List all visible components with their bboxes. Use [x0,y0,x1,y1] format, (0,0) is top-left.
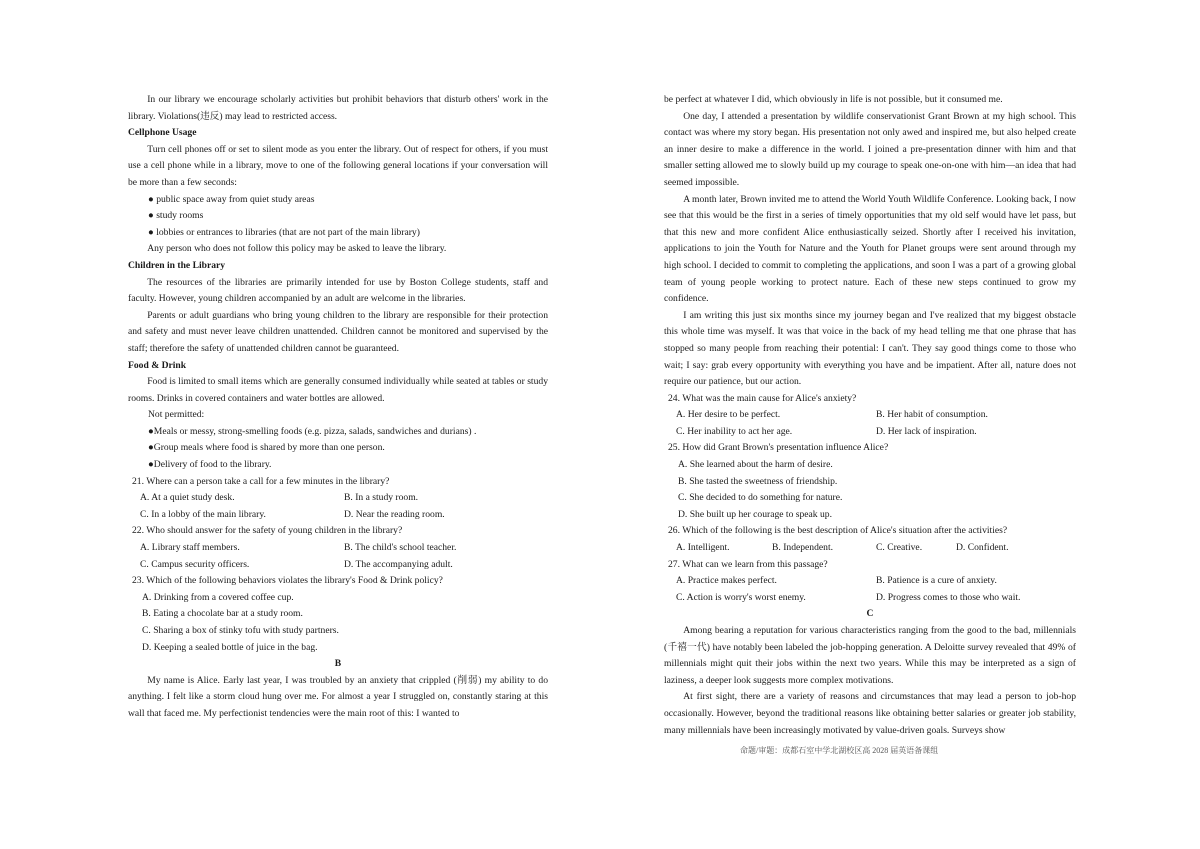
cellphone-paragraph: Turn cell phones off or set to silent mode as you enter the library. Out of respect for others, if you must use a cell phone while in a library, move to one of the following general locations if your conversation will be more than a few seconds: [128,143,548,188]
option-c: C. Campus security officers. [140,558,250,570]
passage-c-paragraph: Among bearing a reputation for various characteristics ranging from the good to the bad, millennials (千禧一代) have notably been labeled the job-hopping generation. A Deloitte survey revealed that 49% of millennials might quit their jobs within the next two years. While this may be interpreted as a sign of laziness, a deeper look suggests more complex motivations. [664,625,1076,686]
option-c: C. Her inability to act her age. [676,425,793,437]
option-a: A. Drinking from a covered coffee cup. [142,591,294,603]
option-d: D. Confident. [956,542,1009,554]
option-a: A. Intelligent. [676,542,730,554]
option-d: D. She built up her courage to speak up. [678,508,832,520]
question-27-options [664,573,1076,590]
cellphone-bullet: ● study rooms [148,210,204,222]
passage-b-paragraph: One day, I attended a presentation by wildlife conservationist Grant Brown at my high school. This contact was where my story began. His presentation not only awed and inspired me, but also helped create an inner desire to make a difference in the world. I joined a pre-presentation dinner with him and that smaller setting allowed me to slowly build up my courage to speak one-on-one with him—an idea that had seemed impossible. [664,110,1076,188]
children-paragraph: The resources of the libraries are primarily intended for use by Boston College students, staff and faculty. However, young children accompanied by an adult are welcome in the libraries. [128,276,548,305]
option-a: A. At a quiet study desk. [140,492,235,504]
question-22: 22. Who should answer for the safety of young children in the library? [132,525,403,537]
option-c: C. Action is worry's worst enemy. [676,591,806,603]
option-c: C. She decided to do something for nature. [678,492,843,504]
food-bullet: ●Group meals where food is shared by more than one person. [148,442,385,454]
food-bullet: ●Meals or messy, strong-smelling foods (e.g. pizza, salads, sandwiches and durians) . [148,425,477,437]
section-c-heading: C [866,608,874,620]
question-27-options [664,590,1076,607]
option-d: D. The accompanying adult. [344,558,453,570]
cellphone-policy-note: Any person who does not follow this policy may be asked to leave the library. [147,243,447,255]
page-footer: 命题/审题：成都石室中学北湖校区高 2028 届英语备课组 [740,746,939,755]
children-paragraph: Parents or adult guardians who bring young children to the library are responsible for their protection and safety and must never leave children unattended. Children cannot be monitored and supervised by the staff; therefore the safety of unattended children cannot be guaranteed. [128,309,548,354]
section-b-heading: B [334,658,342,670]
option-b: B. Patience is a cure of anxiety. [876,575,997,587]
option-b: B. She tasted the sweetness of friendship. [678,475,838,487]
question-22-options [128,557,548,574]
left-column [128,92,548,723]
option-c: C. In a lobby of the main library. [140,508,266,520]
passage-c-paragraph: At first sight, there are a variety of reasons and circumstances that may lead a person to job-hop occasionally. However, beyond the traditional reasons like obtaining better salaries or greater job stability, many millennials have been increasingly motivated by value-driven goals. Surveys show [664,691,1076,736]
option-d: D. Near the reading room. [344,508,445,520]
option-b: B. Independent. [772,542,834,554]
question-26: 26. Which of the following is the best description of Alice's situation after the activities? [668,525,1008,537]
option-c: C. Creative. [876,542,923,554]
question-23: 23. Which of the following behaviors violates the library's Food & Drink policy? [132,575,443,587]
question-27: 27. What can we learn from this passage? [668,558,828,570]
question-24-options [664,424,1076,441]
option-c: C. Sharing a box of stinky tofu with study partners. [142,625,339,636]
passage-b-continuation: be perfect at whatever I did, which obviously in life is not possible, but it consumed me. [664,94,1003,105]
option-b: B. Eating a chocolate bar at a study room. [142,608,303,620]
question-25: 25. How did Grant Brown's presentation influence Alice? [668,442,889,454]
option-b: B. In a study room. [344,492,419,504]
option-a: A. Practice makes perfect. [676,575,777,587]
question-21-options [128,490,548,507]
cellphone-bullet: ● lobbies or entrances to libraries (that are not part of the main library) [148,226,420,238]
option-b: B. The child's school teacher. [344,542,457,554]
right-column [664,92,1076,739]
question-24: 24. What was the main cause for Alice's anxiety? [668,392,857,404]
option-d: D. Her lack of inspiration. [876,425,977,437]
food-bullet: ●Delivery of food to the library. [148,459,272,471]
passage-b-paragraph: A month later, Brown invited me to attend the World Youth Wildlife Conference. Looking back, I now see that this would be the first in a series of timely opportunities that my old self would have let pass, but that this new and more confident Alice enthusiastically seized. Shortly after I received his invitation, applications to join the Youth for Nature and the Youth for Planet groups were sent around through my high school. I decided to commit to completing the applications, and soon I was a part of a growing global team of young people working to protect nature. Each of these new steps continued to grow my confidence. [664,193,1076,305]
passage-b-paragraph: I am writing this just six months since my journey began and I've realized that my biggest obstacle this whole time was myself. It was that voice in the back of my head telling me that one phrase that has stopped so many people from reaching their potential: I can't. They say good things come to those who wait; I say: grab every opportunity with everything you have and be impatient. After all, nature does not require our patience, but our action. [664,309,1076,388]
cellphone-heading: Cellphone Usage [128,127,197,139]
option-a: A. Library staff members. [140,542,240,554]
food-heading: Food & Drink [128,359,187,371]
option-b: B. Her habit of consumption. [876,409,988,421]
question-24-options [664,407,1076,424]
question-21-options [128,507,548,524]
children-heading: Children in the Library [128,259,226,271]
passage-b-paragraph: My name is Alice. Early last year, I was troubled by an anxiety that crippled (削弱) my ability to do anything. I felt like a storm cloud hung over me. For almost a year I struggled on, constantly staring at this wall that faced me. My perfectionist tendencies were the main root of this: I wanted to [128,674,548,719]
question-22-options [128,540,548,557]
not-permitted-label: Not permitted: [148,409,205,421]
option-d: D. Keeping a sealed bottle of juice in the bag. [142,641,318,653]
food-paragraph: Food is limited to small items which are generally consumed individually while seated at tables or study rooms. Drinks in covered containers and water bottles are allowed. [128,376,548,404]
option-a: A. She learned about the harm of desire. [678,459,833,471]
question-21: 21. Where can a person take a call for a few minutes in the library? [132,475,390,487]
question-26-options [664,540,1076,557]
option-d: D. Progress comes to those who wait. [876,591,1021,603]
intro-paragraph: In our library we encourage scholarly activities but prohibit behaviors that disturb others' work in the library. Violations(违反) may lead to restricted access. [128,94,548,122]
option-a: A. Her desire to be perfect. [676,409,781,421]
cellphone-bullet: ● public space away from quiet study areas [148,193,315,205]
